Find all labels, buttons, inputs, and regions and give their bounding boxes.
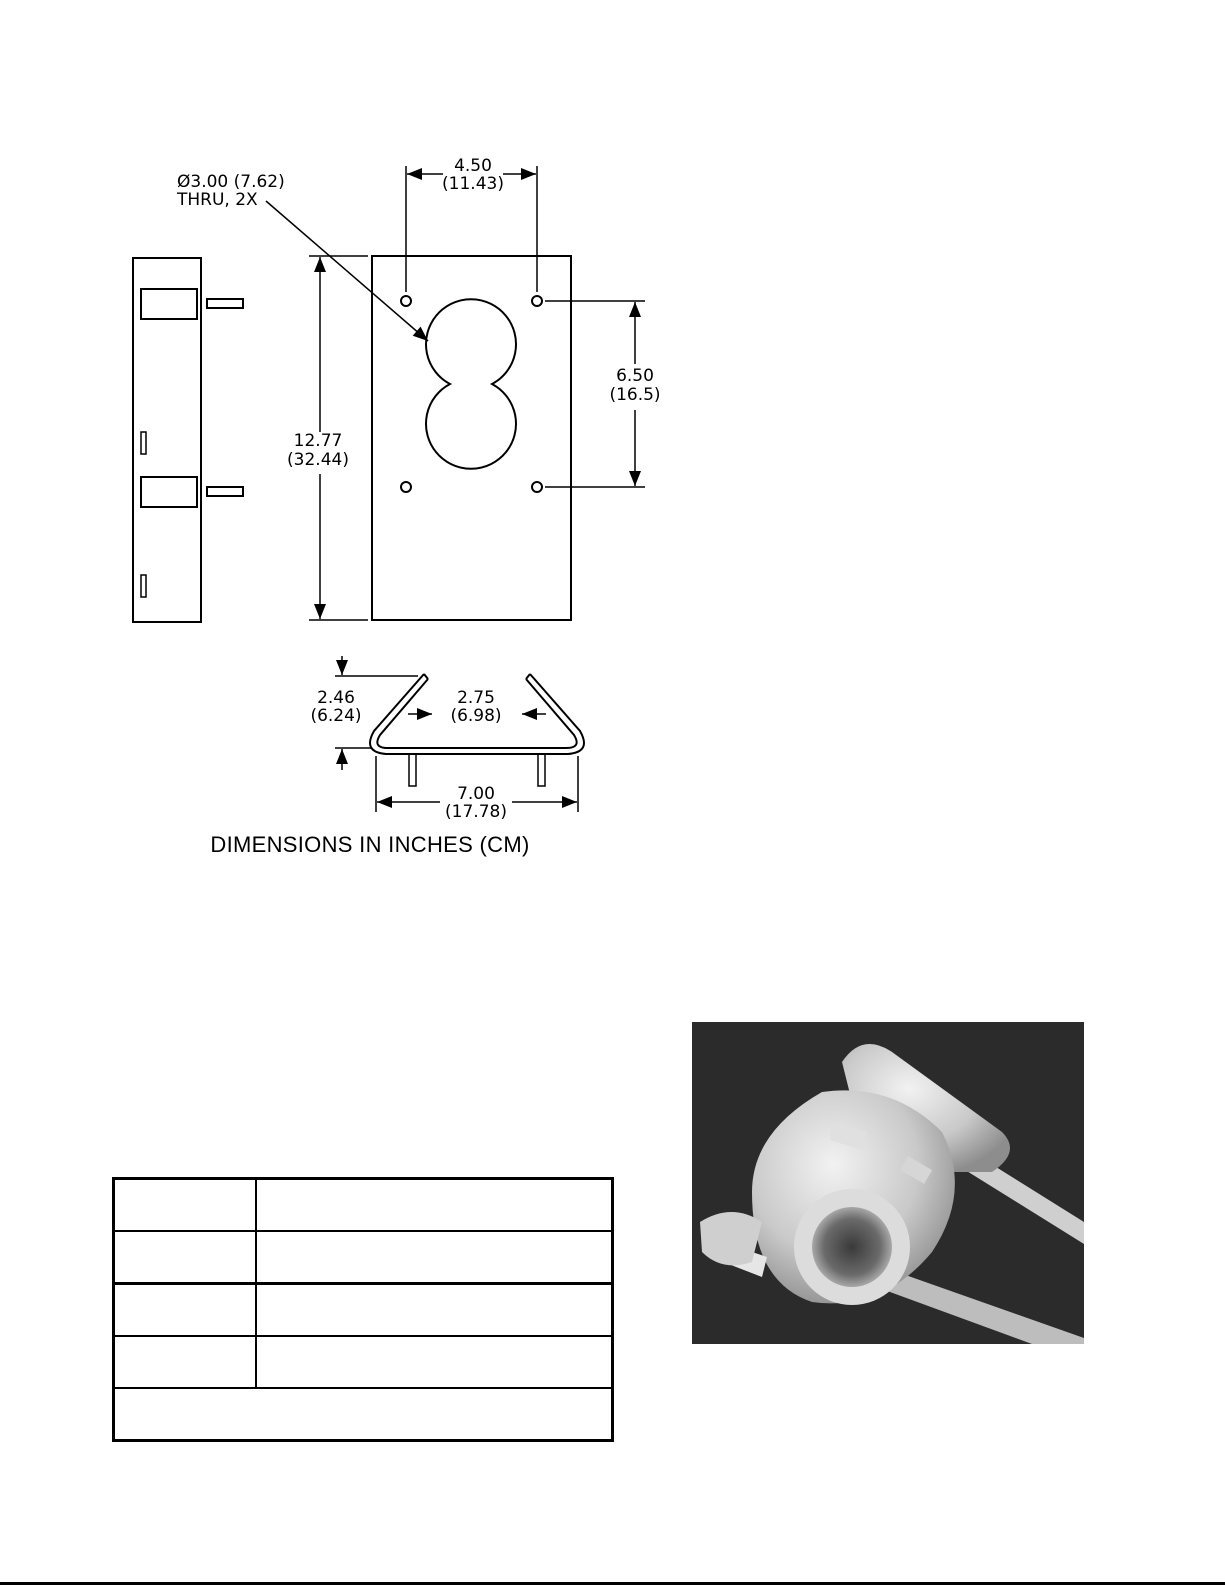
double-hole-cutout <box>426 299 516 469</box>
spacing-inches: 6.50 <box>616 366 654 386</box>
height-cm: (32.44) <box>287 450 349 470</box>
table-footer-row <box>114 1388 613 1441</box>
height-inches: 12.77 <box>293 431 343 451</box>
table-footer-cell <box>114 1388 613 1441</box>
table-cell-value <box>256 1284 613 1337</box>
depth-cm: (6.24) <box>310 706 362 726</box>
table-row <box>114 1284 613 1337</box>
table-row <box>114 1336 613 1388</box>
spec-table <box>112 1177 614 1442</box>
hole-callout-line1: Ø3.00 (7.62) <box>177 172 285 192</box>
table-cell-value <box>256 1336 613 1388</box>
width-cm: (11.43) <box>442 174 504 194</box>
product-photo <box>692 1022 1084 1344</box>
table-cell-label <box>114 1284 256 1337</box>
spacing-cm: (16.5) <box>609 385 661 405</box>
depth-inches: 2.46 <box>317 688 355 708</box>
table-cell-value <box>256 1231 613 1284</box>
hole-callout-line2: THRU, 2X <box>177 190 258 210</box>
table-row <box>114 1231 613 1284</box>
table-row <box>114 1179 613 1232</box>
base-cm: (17.78) <box>445 802 507 822</box>
front-view <box>372 256 571 620</box>
side-view <box>133 258 243 622</box>
table-cell-value <box>256 1179 613 1232</box>
table-cell-label <box>114 1336 256 1388</box>
clamp-fitting-image <box>692 1022 1084 1344</box>
gap-cm: (6.98) <box>450 706 502 726</box>
width-inches: 4.50 <box>454 156 492 176</box>
base-inches: 7.00 <box>457 784 495 804</box>
table-cell-label <box>114 1231 256 1284</box>
hole-leader-line <box>266 201 428 341</box>
gap-inches: 2.75 <box>457 688 495 708</box>
dimensions-caption: DIMENSIONS IN INCHES (CM) <box>210 832 530 857</box>
table-cell-label <box>114 1179 256 1232</box>
